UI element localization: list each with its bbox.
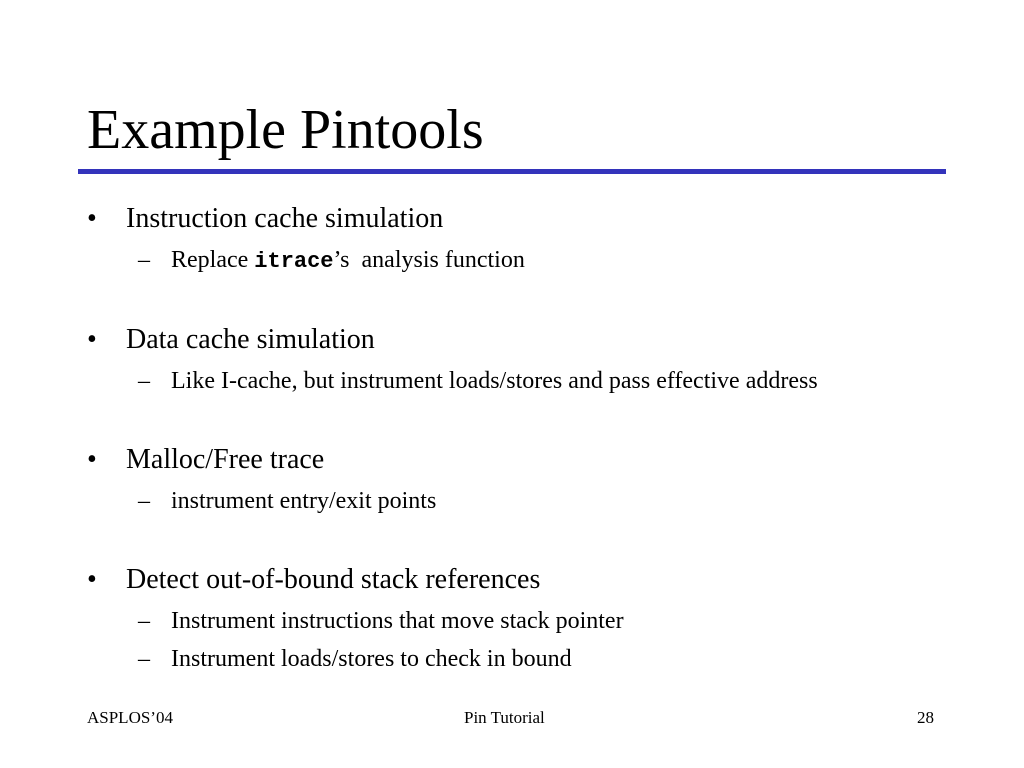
sub-bullet-entry-exit: instrument entry/exit points (171, 488, 437, 514)
sub-bullet-suffix: ’s analysis function (333, 247, 525, 273)
bullet-marker: • (87, 444, 97, 475)
sub-bullet-icache-like: Like I-cache, but instrument loads/stores and pass effective address (171, 368, 818, 394)
footer-conference: ASPLOS’04 (87, 708, 173, 727)
sub-bullet-marker: – (138, 247, 150, 273)
sub-bullet-marker: – (138, 646, 150, 672)
title-underline (78, 169, 946, 174)
bullet-marker: • (87, 564, 97, 595)
sub-bullet-marker: – (138, 368, 150, 394)
sub-bullet-replace-itrace (171, 248, 525, 273)
code-itrace: itrace (254, 249, 334, 274)
bullet-stack-references: Detect out-of-bound stack references (126, 564, 541, 595)
sub-bullet-marker: – (138, 488, 150, 514)
slide-title: Example Pintools (87, 99, 484, 161)
bullet-malloc-free: Malloc/Free trace (126, 444, 325, 475)
sub-bullet-prefix: Replace (171, 247, 255, 273)
footer-title: Pin Tutorial (464, 708, 545, 727)
bullet-marker: • (87, 324, 97, 355)
bullet-data-cache: Data cache simulation (126, 324, 375, 355)
bullet-marker: • (87, 203, 97, 234)
bullet-instruction-cache: Instruction cache simulation (126, 203, 444, 234)
sub-bullet-stack-pointer: Instrument instructions that move stack pointer (171, 608, 624, 634)
page-number: 28 (917, 708, 934, 727)
sub-bullet-check-bound: Instrument loads/stores to check in bound (171, 646, 572, 672)
sub-bullet-marker: – (138, 608, 150, 634)
